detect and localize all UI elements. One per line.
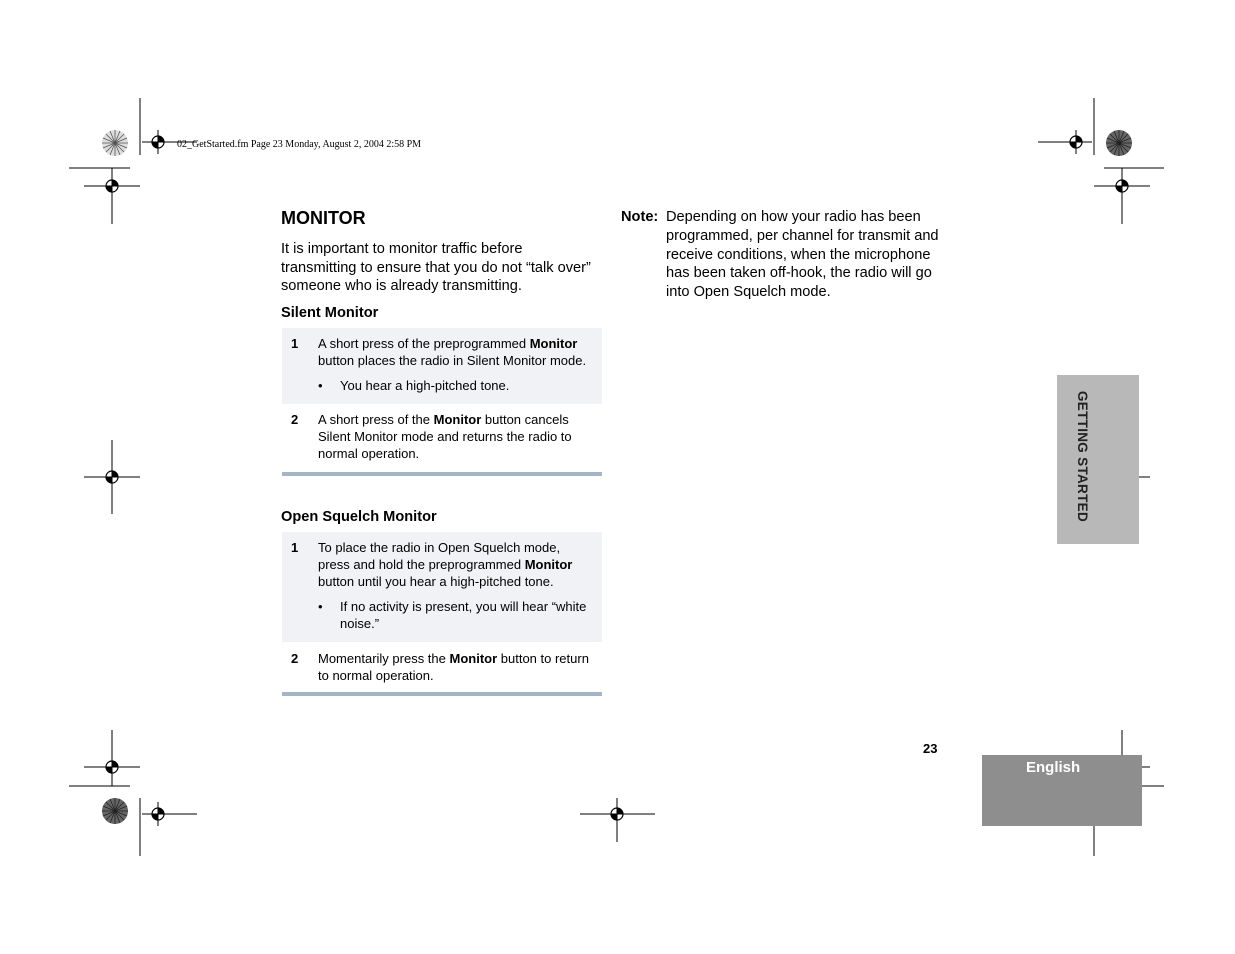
note-text: Depending on how your radio has been programmed, per channel for transmit and receive conditions, when the microphone has been taken off-hook, the radio will go into Open Squelch mode. bbox=[666, 209, 939, 301]
step-number: 2 bbox=[291, 651, 299, 666]
step-row bbox=[282, 642, 602, 692]
step-text: A short press of the Monitor button cancels Silent Monitor mode and returns the radio to normal operation. bbox=[318, 412, 572, 461]
bullet-icon: • bbox=[318, 378, 323, 393]
side-tab-label: GETTING STARTED bbox=[1075, 391, 1090, 522]
open-squelch-steps bbox=[282, 532, 602, 696]
monitor-button-term: Monitor bbox=[449, 651, 498, 666]
step-bullet: • If no activity is present, you will hear “white noise.” bbox=[318, 599, 587, 631]
step-number: 1 bbox=[291, 540, 299, 555]
step-number: 1 bbox=[291, 336, 299, 351]
page-number: 23 bbox=[923, 741, 938, 756]
language-tab bbox=[982, 755, 1142, 826]
step-number: 2 bbox=[291, 412, 299, 427]
step-text: Momentarily press the Monitor button to return to normal operation. bbox=[318, 651, 589, 683]
monitor-button-term: Monitor bbox=[524, 557, 573, 572]
step-row bbox=[282, 404, 602, 472]
step-text: A short press of the preprogrammed Monitor button places the radio in Silent Monitor mode. bbox=[318, 336, 587, 368]
table-bottom-rule bbox=[282, 472, 602, 476]
step-row bbox=[282, 532, 602, 642]
section-intro: It is important to monitor traffic before transmitting to ensure that you do not “talk over” someone who is already transmitting. bbox=[281, 241, 591, 294]
silent-monitor-steps bbox=[282, 328, 602, 476]
section-side-tab bbox=[1057, 375, 1139, 544]
file-info-header: 02_GetStarted.fm Page 23 Monday, August 2, 2004 2:58 PM bbox=[177, 139, 422, 150]
note-label: Note: bbox=[621, 209, 659, 225]
step-bullet: • You hear a high-pitched tone. bbox=[318, 378, 510, 393]
language-label: English bbox=[1026, 759, 1081, 776]
note-block bbox=[621, 208, 941, 302]
table-bottom-rule bbox=[282, 692, 602, 696]
step-row bbox=[282, 328, 602, 404]
bullet-icon: • bbox=[318, 599, 323, 614]
silent-monitor-heading: Silent Monitor bbox=[281, 305, 379, 321]
monitor-button-term: Monitor bbox=[433, 412, 482, 427]
section-title: MONITOR bbox=[281, 208, 366, 228]
step-text: To place the radio in Open Squelch mode, press and hold the preprogrammed Monitor button until you hear a high-pitched tone. bbox=[318, 540, 573, 589]
monitor-button-term: Monitor bbox=[529, 336, 578, 351]
open-squelch-heading: Open Squelch Monitor bbox=[281, 509, 437, 525]
